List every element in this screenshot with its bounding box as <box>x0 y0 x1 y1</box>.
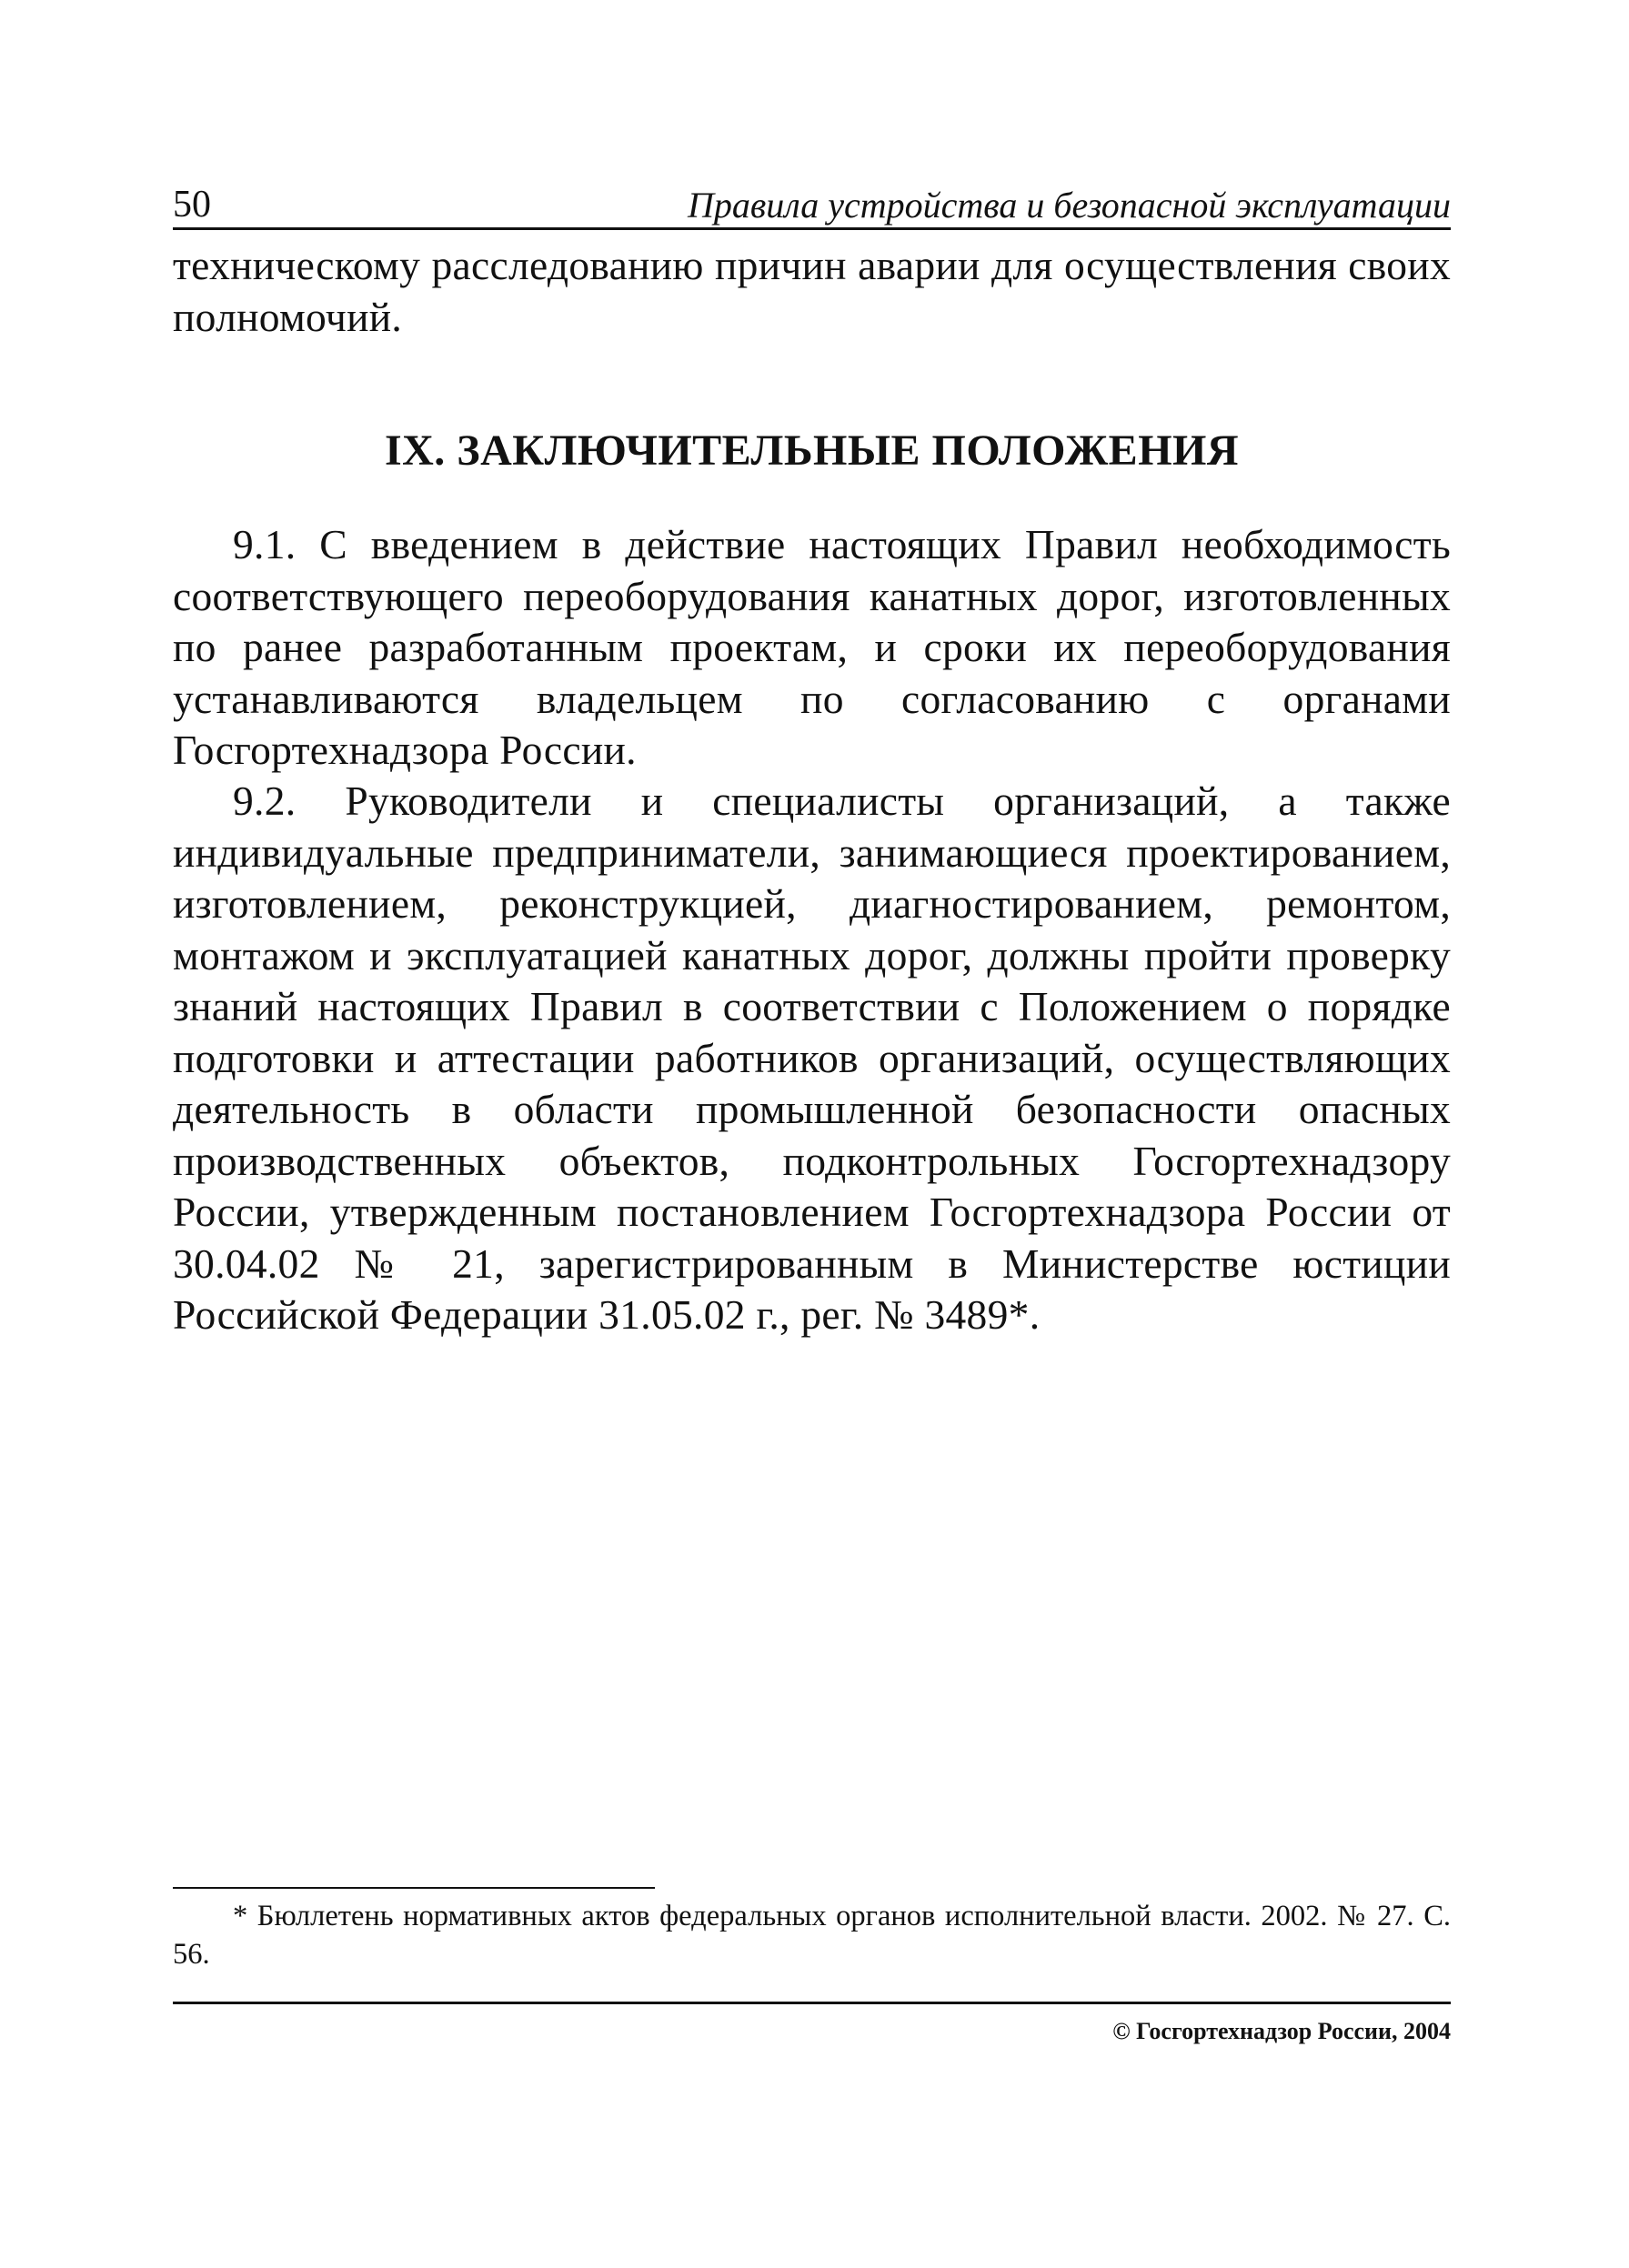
copyright-notice: © Госгортехнадзор России, 2004 <box>1112 2018 1451 2044</box>
running-header-title: Правила устройства и безопасной эксплуатации <box>688 185 1451 226</box>
running-header <box>173 180 1451 230</box>
footnote-divider <box>173 1887 655 1889</box>
footnote: * Бюллетень нормативных актов федеральных органов исполнительной власти. 2002. № 27. С. 56. <box>173 1900 1451 1971</box>
footer-divider <box>173 2002 1451 2004</box>
continuation-paragraph: техническому расследованию причин аварии для осуществления своих полномочий. <box>173 242 1451 340</box>
paragraph-9-1: 9.1. С введением в действие настоящих Правил необходимость соответствующего переоборудования канатных дорог, изготовленных по ранее разработанным проектам, и сроки их переоборудования устанавливаются владельцем по согласованию с органами Госгортехнадзора России. <box>173 521 1451 773</box>
page-number: 50 <box>173 184 211 226</box>
paragraph-9-2: 9.2. Руководители и специалисты организаций, а также индивидуальные предприниматели, занимающиеся проектированием, изготовлением, реконструкцией, диагностированием, ремонтом, монтажом и эксплуатацией канатных дорог, должны пройти проверку знаний настоящих Правил в соответствии с Положением о порядке подготовки и аттестации работников организаций, осуществляющих деятельность в области промышленной безопасности опасных производственных объектов, подконтрольных Госгортехнадзору России, утвержденным постановлением Госгортехнадзора России от 30.04.02 № 21, зарегистрированным в Министерстве юстиции Российской Федерации 31.05.02 г., рег. № 3489*. <box>173 778 1451 1338</box>
section-heading: IX. ЗАКЛЮЧИТЕЛЬНЫЕ ПОЛОЖЕНИЯ <box>384 427 1240 475</box>
